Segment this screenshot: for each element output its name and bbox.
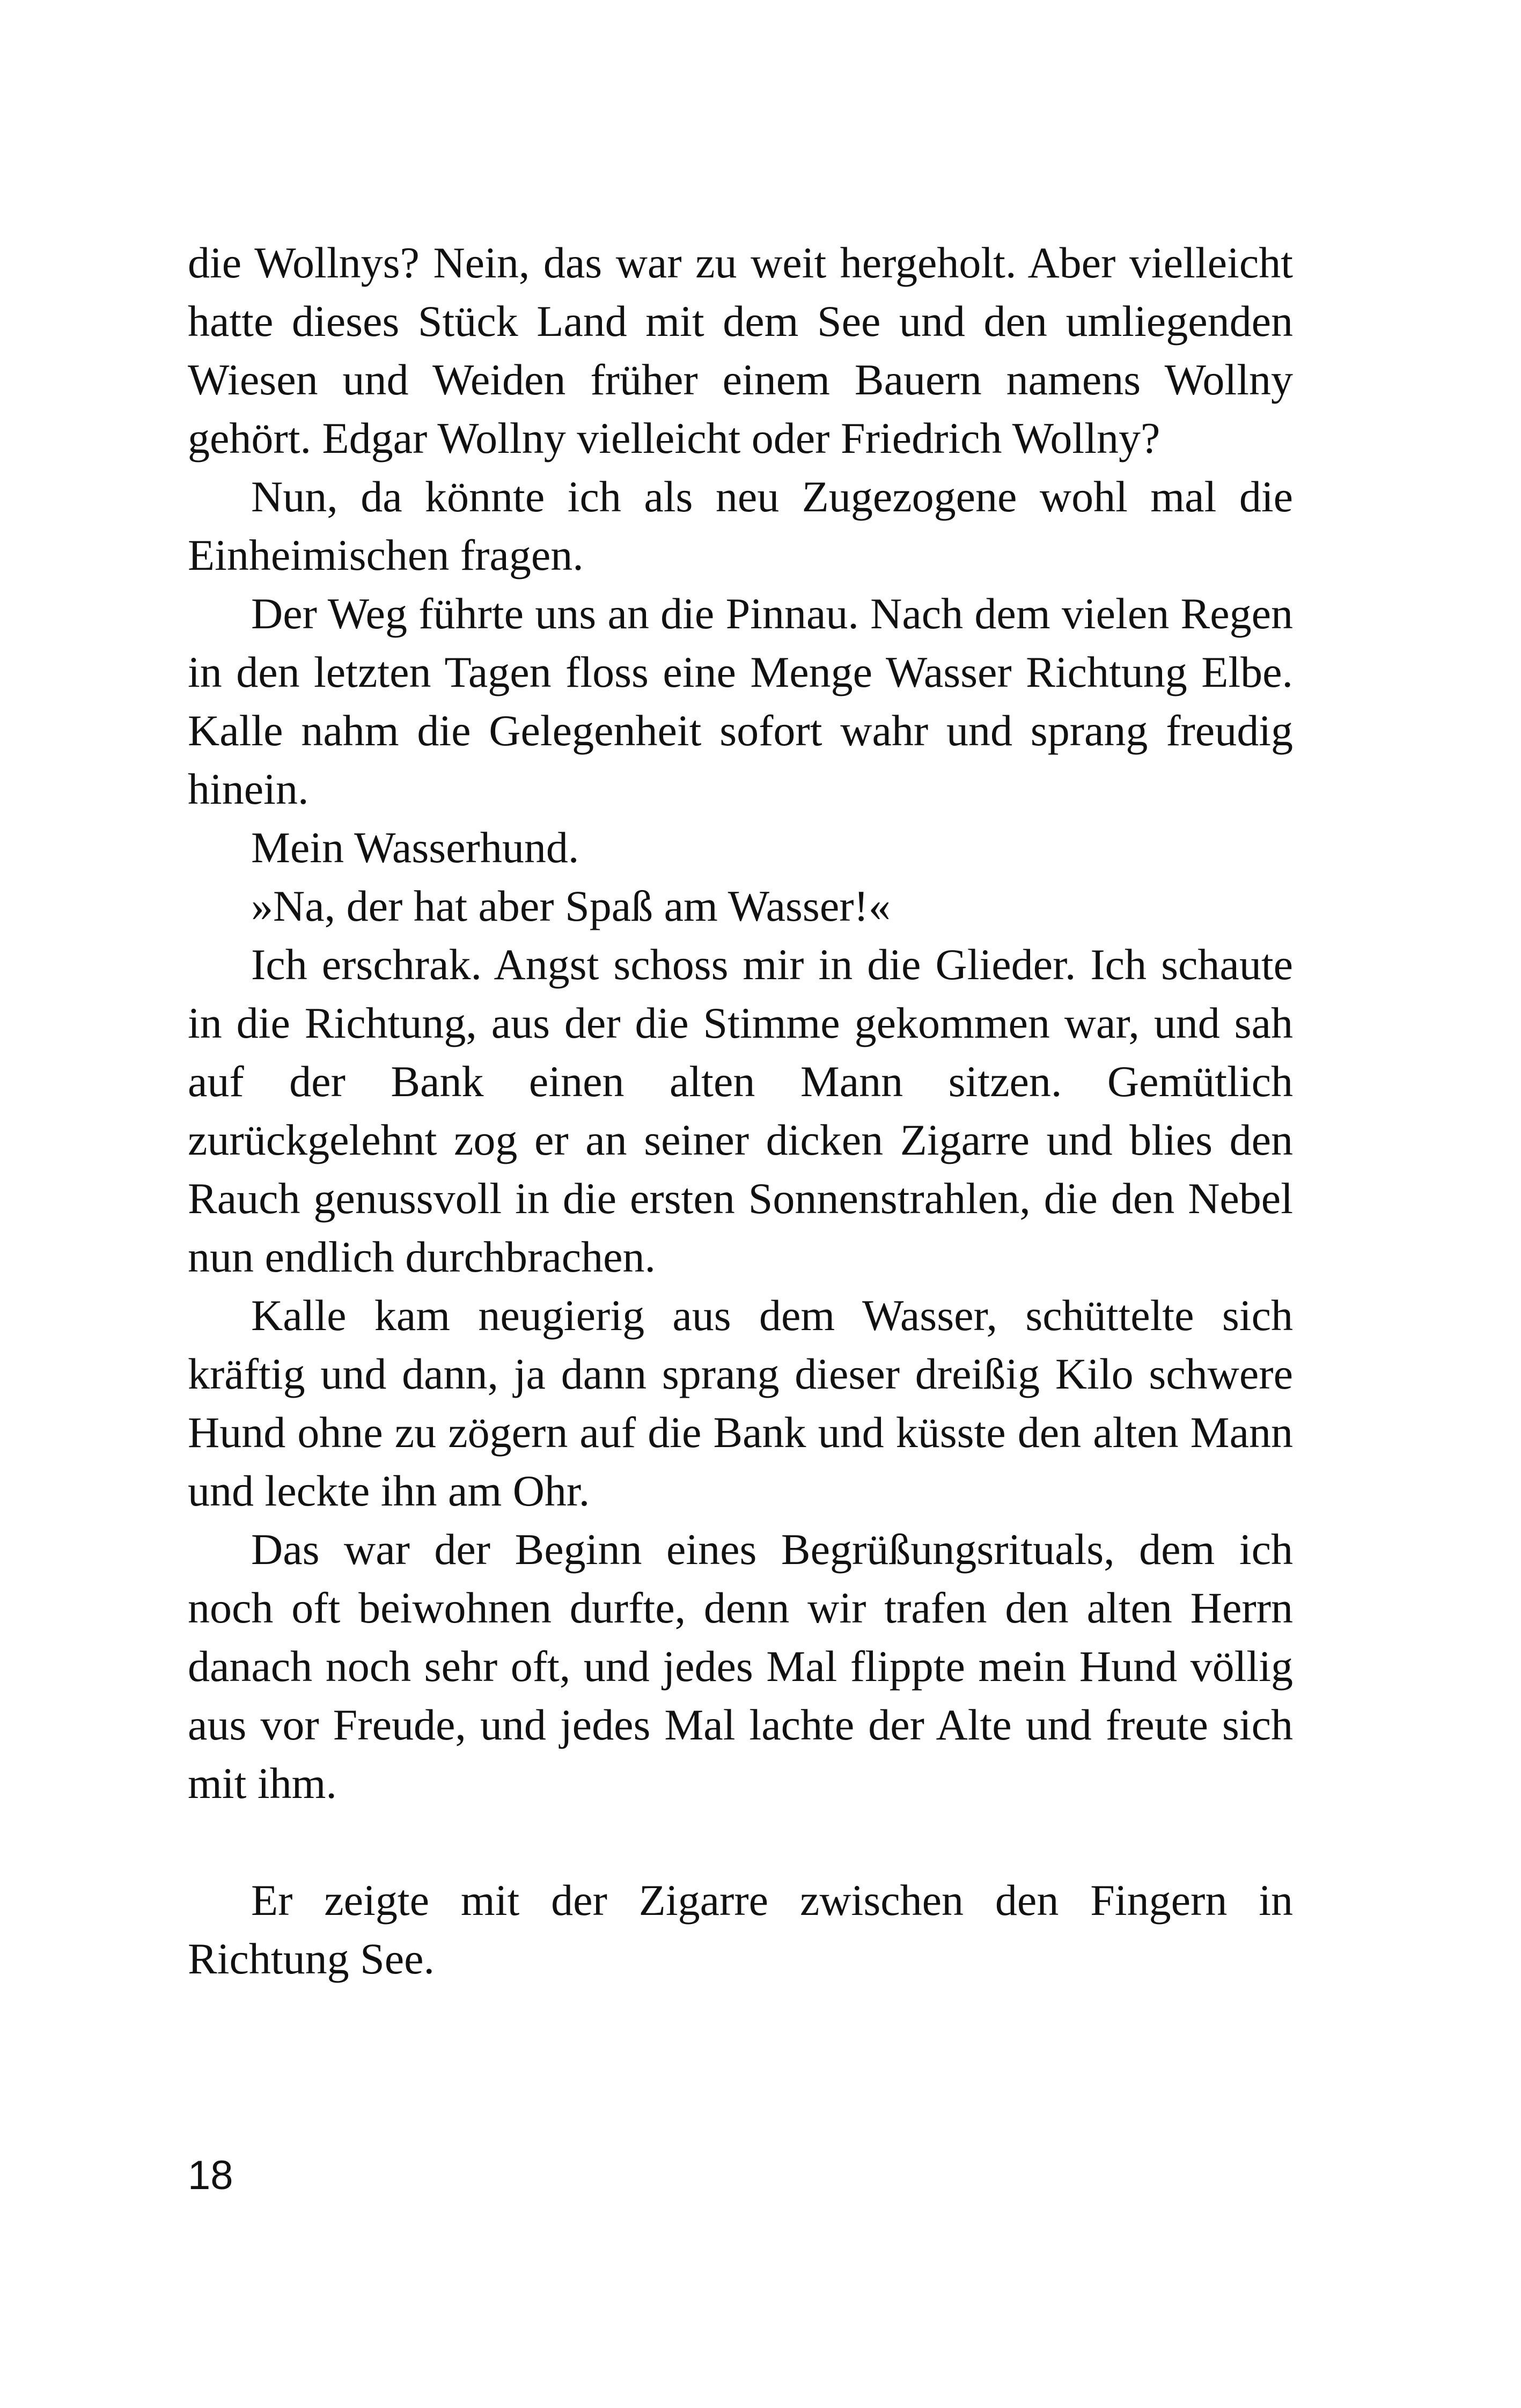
- section-break: [188, 1812, 1293, 1871]
- paragraph-ask-locals: Nun, da könnte ich als neu Zugezogene wohl mal die Einheimischen fragen.: [188, 472, 1293, 579]
- paragraph-water-dog: Mein Wasserhund.: [251, 823, 579, 872]
- paragraph-pinnau: Der Weg führte uns an die Pinnau. Nach dem vielen Regen in den letzten Tagen floss eine Menge Wasser Richtung Elbe. Kalle nahm die Gelegenheit sofort wahr und sprang freudig hinein.: [188, 589, 1293, 813]
- paragraph-quote: »Na, der hat aber Spaß am Wasser!«: [251, 882, 891, 930]
- paragraph-cigar-direction: Er zeigte mit der Zigarre zwischen den Fingern in Richtung See.: [188, 1876, 1293, 1983]
- paragraph-kalle-greeting: Kalle kam neugierig aus dem Wasser, schüttelte sich kräftig und dann, ja dann sprang dieser dreißig Kilo schwere Hund ohne zu zögern auf die Bank und küsste den alten Mann und leckte ihn am Ohr.: [188, 1291, 1293, 1515]
- paragraph-wollny-question: die Wollnys? Nein, das war zu weit hergeholt. Aber vielleicht hatte dieses Stück Land mit dem See und den umliegenden Wiesen und Weiden früher einem Bauern namens Wollny gehört. Edgar Wollny vielleicht oder Friedrich Wollny?: [188, 238, 1293, 462]
- page-number: 18: [188, 2153, 233, 2198]
- paragraph-old-man: Ich erschrak. Angst schoss mir in die Glieder. Ich schaute in die Richtung, aus der die Stimme gekommen war, und sah auf der Bank einen alten Mann sitzen. Gemütlich zurückgelehnt zog er an seiner dicken Zigarre und blies den Rauch genussvoll in die ersten Sonnenstrahlen, die den Nebel nun endlich durchbrachen.: [188, 940, 1293, 1281]
- body-text: [188, 233, 1293, 1988]
- paragraph-ritual: Das war der Beginn eines Begrüßungsrituals, dem ich noch oft beiwohnen durfte, denn wir trafen den alten Herrn danach noch sehr oft, und jedes Mal flippte mein Hund völlig aus vor Freude, und jedes Mal lachte der Alte und freute sich mit ihm.: [188, 1525, 1293, 1808]
